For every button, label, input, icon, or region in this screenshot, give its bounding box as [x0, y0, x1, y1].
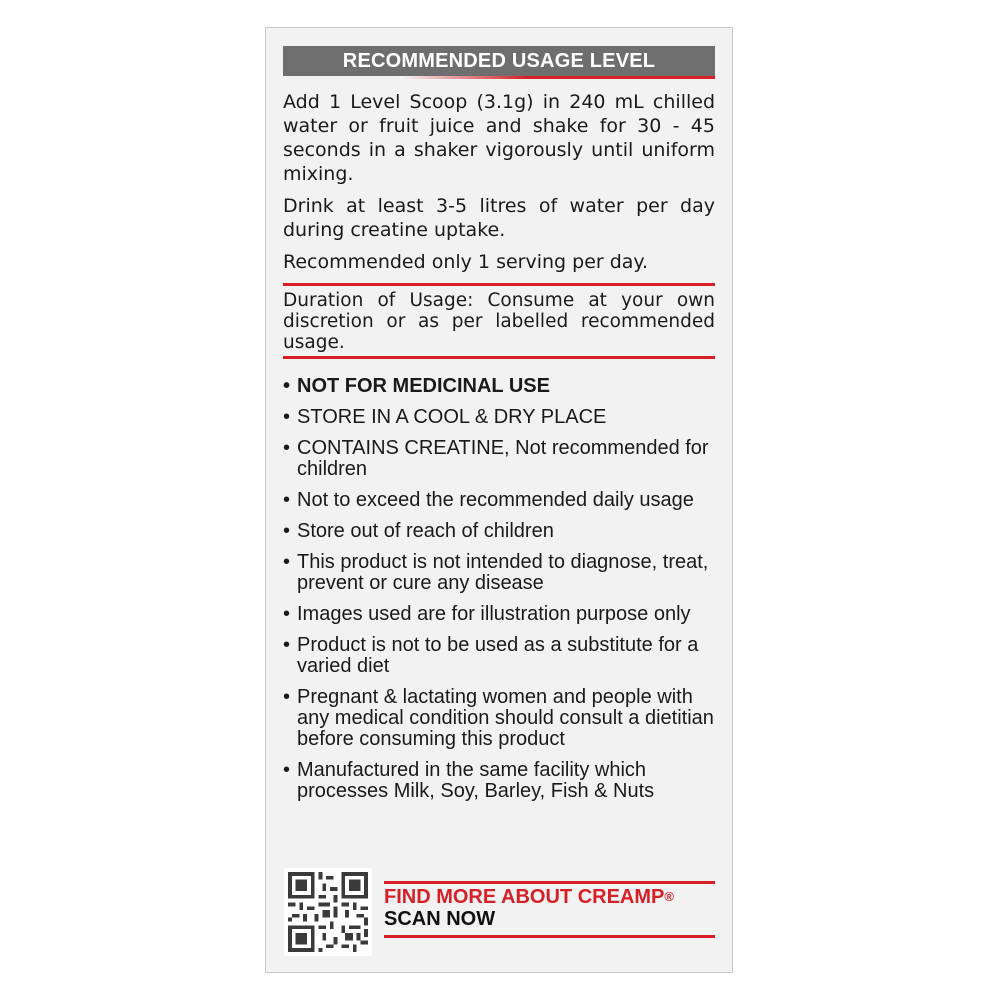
cta-divider-top	[384, 881, 715, 884]
bullet-icon: •	[283, 634, 291, 656]
qr-code-graphic	[288, 872, 368, 952]
warning-item: • Manufactured in the same facility which processes Milk, Soy, Barley, Fish & Nuts	[283, 759, 655, 802]
warning-item: • Pregnant & lactating women and people with any medical condition should consult a dietitian before consuming this product	[283, 686, 714, 750]
cta-scan-now: SCAN NOW	[384, 908, 496, 930]
duration-of-usage: Duration of Usage: Consume at your own discretion or as per labelled recommended usage.	[283, 290, 715, 353]
warning-item: • Not to exceed the recommended daily usage	[283, 489, 694, 511]
bullet-icon: •	[283, 759, 291, 781]
cta-headline: FIND MORE ABOUT CREAMP®	[384, 886, 674, 908]
warning-item: • Product is not to be used as a substitute for a varied diet	[283, 634, 699, 677]
warnings-list	[283, 376, 723, 812]
bullet-icon: •	[283, 520, 291, 542]
usage-paragraph-scoop: Add 1 Level Scoop (3.1g) in 240 mL chilled water or fruit juice and shake for 30 - 45 seconds in a shaker vigorously until uniform mixing.	[283, 91, 715, 185]
bullet-icon: •	[283, 375, 291, 397]
divider-top	[283, 283, 715, 286]
divider-bottom	[283, 356, 715, 359]
registered-mark: ®	[664, 889, 674, 904]
warning-item: • CONTAINS CREATINE, Not recommended for children	[283, 437, 709, 480]
usage-paragraph-serving: Recommended only 1 serving per day.	[283, 251, 649, 273]
bullet-icon: •	[283, 686, 291, 708]
scan-cta[interactable]	[384, 886, 715, 930]
bullet-icon: •	[283, 406, 291, 428]
label-panel	[265, 27, 733, 973]
warning-item: • Store out of reach of children	[283, 520, 554, 542]
usage-instructions	[283, 90, 715, 282]
qr-code-icon[interactable]	[284, 868, 372, 956]
bullet-icon: •	[283, 437, 291, 459]
bullet-icon: •	[283, 489, 291, 511]
warning-item: • This product is not intended to diagnose, treat, prevent or cure any disease	[283, 551, 709, 594]
warning-item: • NOT FOR MEDICINAL USE	[283, 375, 550, 397]
section-header: RECOMMENDED USAGE LEVEL	[283, 46, 715, 76]
usage-paragraph-water: Drink at least 3-5 litres of water per day during creatine uptake.	[283, 195, 715, 241]
bullet-icon: •	[283, 603, 291, 625]
warning-item: • Images used are for illustration purpose only	[283, 603, 691, 625]
bullet-icon: •	[283, 551, 291, 573]
cta-divider-bottom	[384, 935, 715, 938]
warning-item: • STORE IN A COOL & DRY PLACE	[283, 406, 607, 428]
